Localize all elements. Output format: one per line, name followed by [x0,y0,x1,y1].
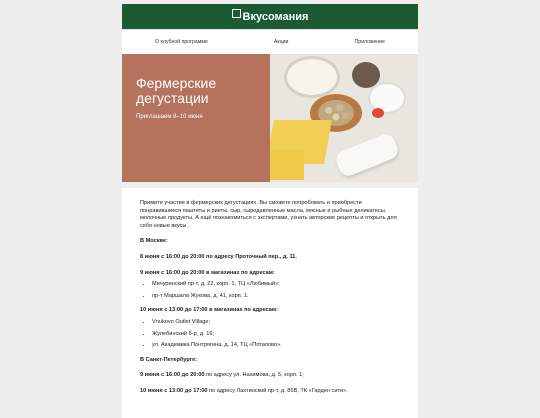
jam-jar-image [372,108,384,118]
nuts-image [352,62,380,88]
list-item: • Жулебинский б-р, д. 16; [152,331,400,339]
cheese-slice-image [270,150,304,180]
moscow-address-list-2 [140,319,400,350]
email-container [122,4,418,418]
moscow-address-list-1 [140,281,400,300]
spb-heading: В Санкт-Петербурге: [140,356,198,363]
nav-bar [122,29,418,54]
spb-date-1: 9 июня с 16:00 до 20:00 по адресу ул. Нахимова, д. 5, корп. 1; [140,372,304,379]
logo-icon [232,9,241,18]
intro-text: Примите участие в фермерских дегустациях. Вы сможете попробовать и приобрести понравившиеся паштеты и риеты, сыр, сыродавленные масла, мясные и рыбные деликатесы, молочные продукты. А ещё познакомиться с экспертами, узнать авторские рецепты и открыть для себя новые вкусы. [140,200,397,229]
hero-food-image [270,54,418,182]
list-item: • ул. Академика Понтрягина, д. 14, ТЦ «Потапово». [152,342,400,350]
milk-bottle-image [333,131,400,178]
email-body [122,188,418,418]
moscow-heading: В Москве: [140,238,168,245]
hero-title: Фермерские дегустации [136,75,217,106]
moscow-date-2: 9 июня с 16:00 до 20:00 в магазинах по адресам: [140,269,275,276]
list-item: • пр-т Маршала Жукова, д. 41, корп. 1. [152,293,400,301]
list-item: • Мичуринский пр-т, д. 22, корп. 1, ТЦ «Любимый»; [152,281,400,289]
spb-date-2: 10 июня с 13:00 до 17:00 по адресу Лахтинский пр-т, д. 85В, ТК «Гарден сити». [140,387,348,394]
nav-item-club-program[interactable]: О клубной программе [155,39,208,45]
hero-text-panel [122,54,270,182]
hero-banner[interactable] [122,54,418,182]
moscow-date-3: 10 июня с 13:00 до 17:00 в магазинах по адресам: [140,307,278,314]
nav-item-app[interactable]: Приложение [354,39,385,45]
header-bar [122,4,418,29]
hero-subtitle: Приглашаем 8–10 июня [136,114,203,120]
cottage-cheese-bowl-image [284,56,340,98]
list-item: • Vnukovo Outlet Village; [152,319,400,327]
nav-item-promotions[interactable]: Акции [273,39,289,45]
logo-text[interactable]: Вкусомания [242,10,309,23]
moscow-date-1: 8 июня с 16:00 до 20:00 по адресу Проточный пер., д. 11. [140,253,297,260]
